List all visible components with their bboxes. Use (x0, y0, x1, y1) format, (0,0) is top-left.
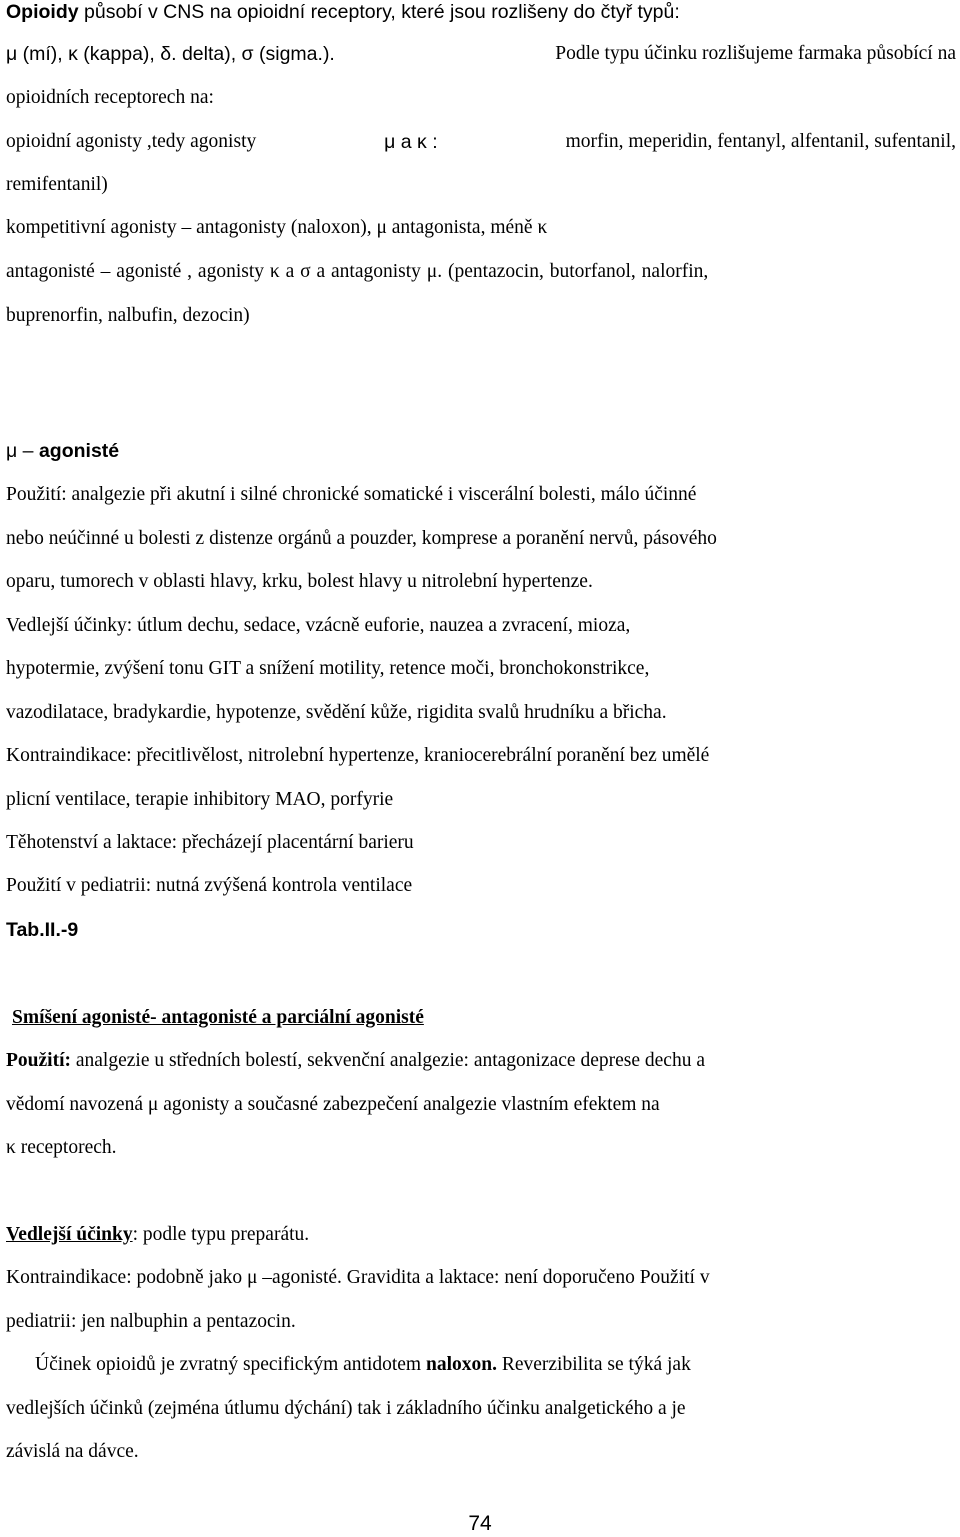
intro-line-3: opioidních receptorech na: (6, 87, 214, 108)
mu-agonists-heading: μ – agonisté (6, 440, 120, 462)
effect-line-2: vedlejších účinků (zejména útlumu dýchání) tak i základního účinku analgetického a je (6, 1398, 686, 1419)
mu-pediatrics-line: Použití v pediatrii: nutná zvýšená kontrola ventilace (6, 875, 413, 896)
intro-line-1: Opioidy působí v CNS na opioidní receptory, které jsou rozlišeny do čtyř typů: (6, 1, 680, 23)
mu-side-effects-line-3: vazodilatace, bradykardie, hypotenze, svědění kůže, rigidita svalů hrudníku a břicha. (6, 702, 667, 723)
mixed-use-line-1: Použití: analgezie u středních bolestí, sekvenční analgezie: antagonizace deprese dechu a (6, 1050, 705, 1071)
mu-contraindications-line-1: Kontraindikace: přecitlivělost, nitrolební hypertenze, kraniocerebrální poranění bez umělé (6, 745, 710, 766)
mu-side-effects-line-1: Vedlejší účinky: útlum dechu, sedace, vzácně euforie, nauzea a zvracení, mioza, (6, 615, 631, 636)
mixed-contraindications-line-1: Kontraindikace: podobně jako μ –agonisté. Gravidita a laktace: není doporučeno Použití v (6, 1267, 710, 1288)
table-reference: Tab.II.-9 (6, 919, 79, 941)
intro-line-6: kompetitivní agonisty – antagonisty (naloxon), μ antagonista, méně κ (6, 217, 548, 238)
intro-line-2: μ (mí), κ (kappa), δ. delta), σ (sigma.). Podle typu účinku rozlišujeme farmaka působící na (6, 43, 956, 65)
mixed-use-line-2: vědomí navozená μ agonisty a současné zabezpečení analgezie vlastním efektem na (6, 1094, 660, 1115)
receptor-types: μ (mí), κ (kappa), δ. delta), σ (sigma.). (6, 43, 335, 65)
antidote-name: naloxon. (425, 1354, 497, 1375)
effect-line-3: závislá na dávce. (6, 1441, 139, 1462)
mu-symbol: μ (6, 440, 18, 462)
intro-line-7: antagonisté – agonisté , agonisty κ a σ a antagonisty μ. (pentazocin, butorfanol, nalorfin, (6, 261, 709, 282)
intro-line-8: buprenorfin, nalbufin, dezocin) (6, 305, 250, 326)
intro-bold-term: Opioidy (6, 1, 79, 23)
mu-use-line-1: Použití: analgezie při akutní i silné chronické somatické i viscerální bolesti, málo účinné (6, 484, 697, 505)
mixed-side-effects-line: Vedlejší účinky: podle typu preparátu. (6, 1224, 310, 1245)
mu-contraindications-line-2: plicní ventilace, terapie inhibitory MAO, porfyrie (6, 789, 394, 810)
page-number: 74 (468, 1512, 492, 1535)
mixed-use-line-3: κ receptorech. (6, 1137, 117, 1158)
effect-line-1: Účinek opioidů je zvratný specifickým antidotem naloxon. Reverzibilita se týká jak (35, 1354, 691, 1375)
intro-line-5: remifentanil) (6, 174, 108, 195)
mixed-contraindications-line-2: pediatrii: jen nalbuphin a pentazocin. (6, 1311, 296, 1332)
mu-use-line-3: oparu, tumorech v oblasti hlavy, krku, bolest hlavy u nitrolební hypertenze. (6, 571, 593, 592)
mu-side-effects-line-2: hypotermie, zvýšení tonu GIT a snížení motility, retence moči, bronchokonstrikce, (6, 658, 650, 679)
intro-line-4: opioidní agonisty ,tedy agonisty μ a κ : morfin, meperidin, fentanyl, alfentanil, sufentanil, (6, 131, 956, 153)
mixed-agonists-heading: Smíšení agonisté- antagonisté a parciální agonisté (12, 1007, 424, 1028)
mu-pregnancy-line: Těhotenství a laktace: přecházejí placentární barieru (6, 832, 414, 853)
mu-use-line-2: nebo neúčinné u bolesti z distenze orgánů a pouzder, komprese a poranění nervů, pásového (6, 528, 717, 549)
